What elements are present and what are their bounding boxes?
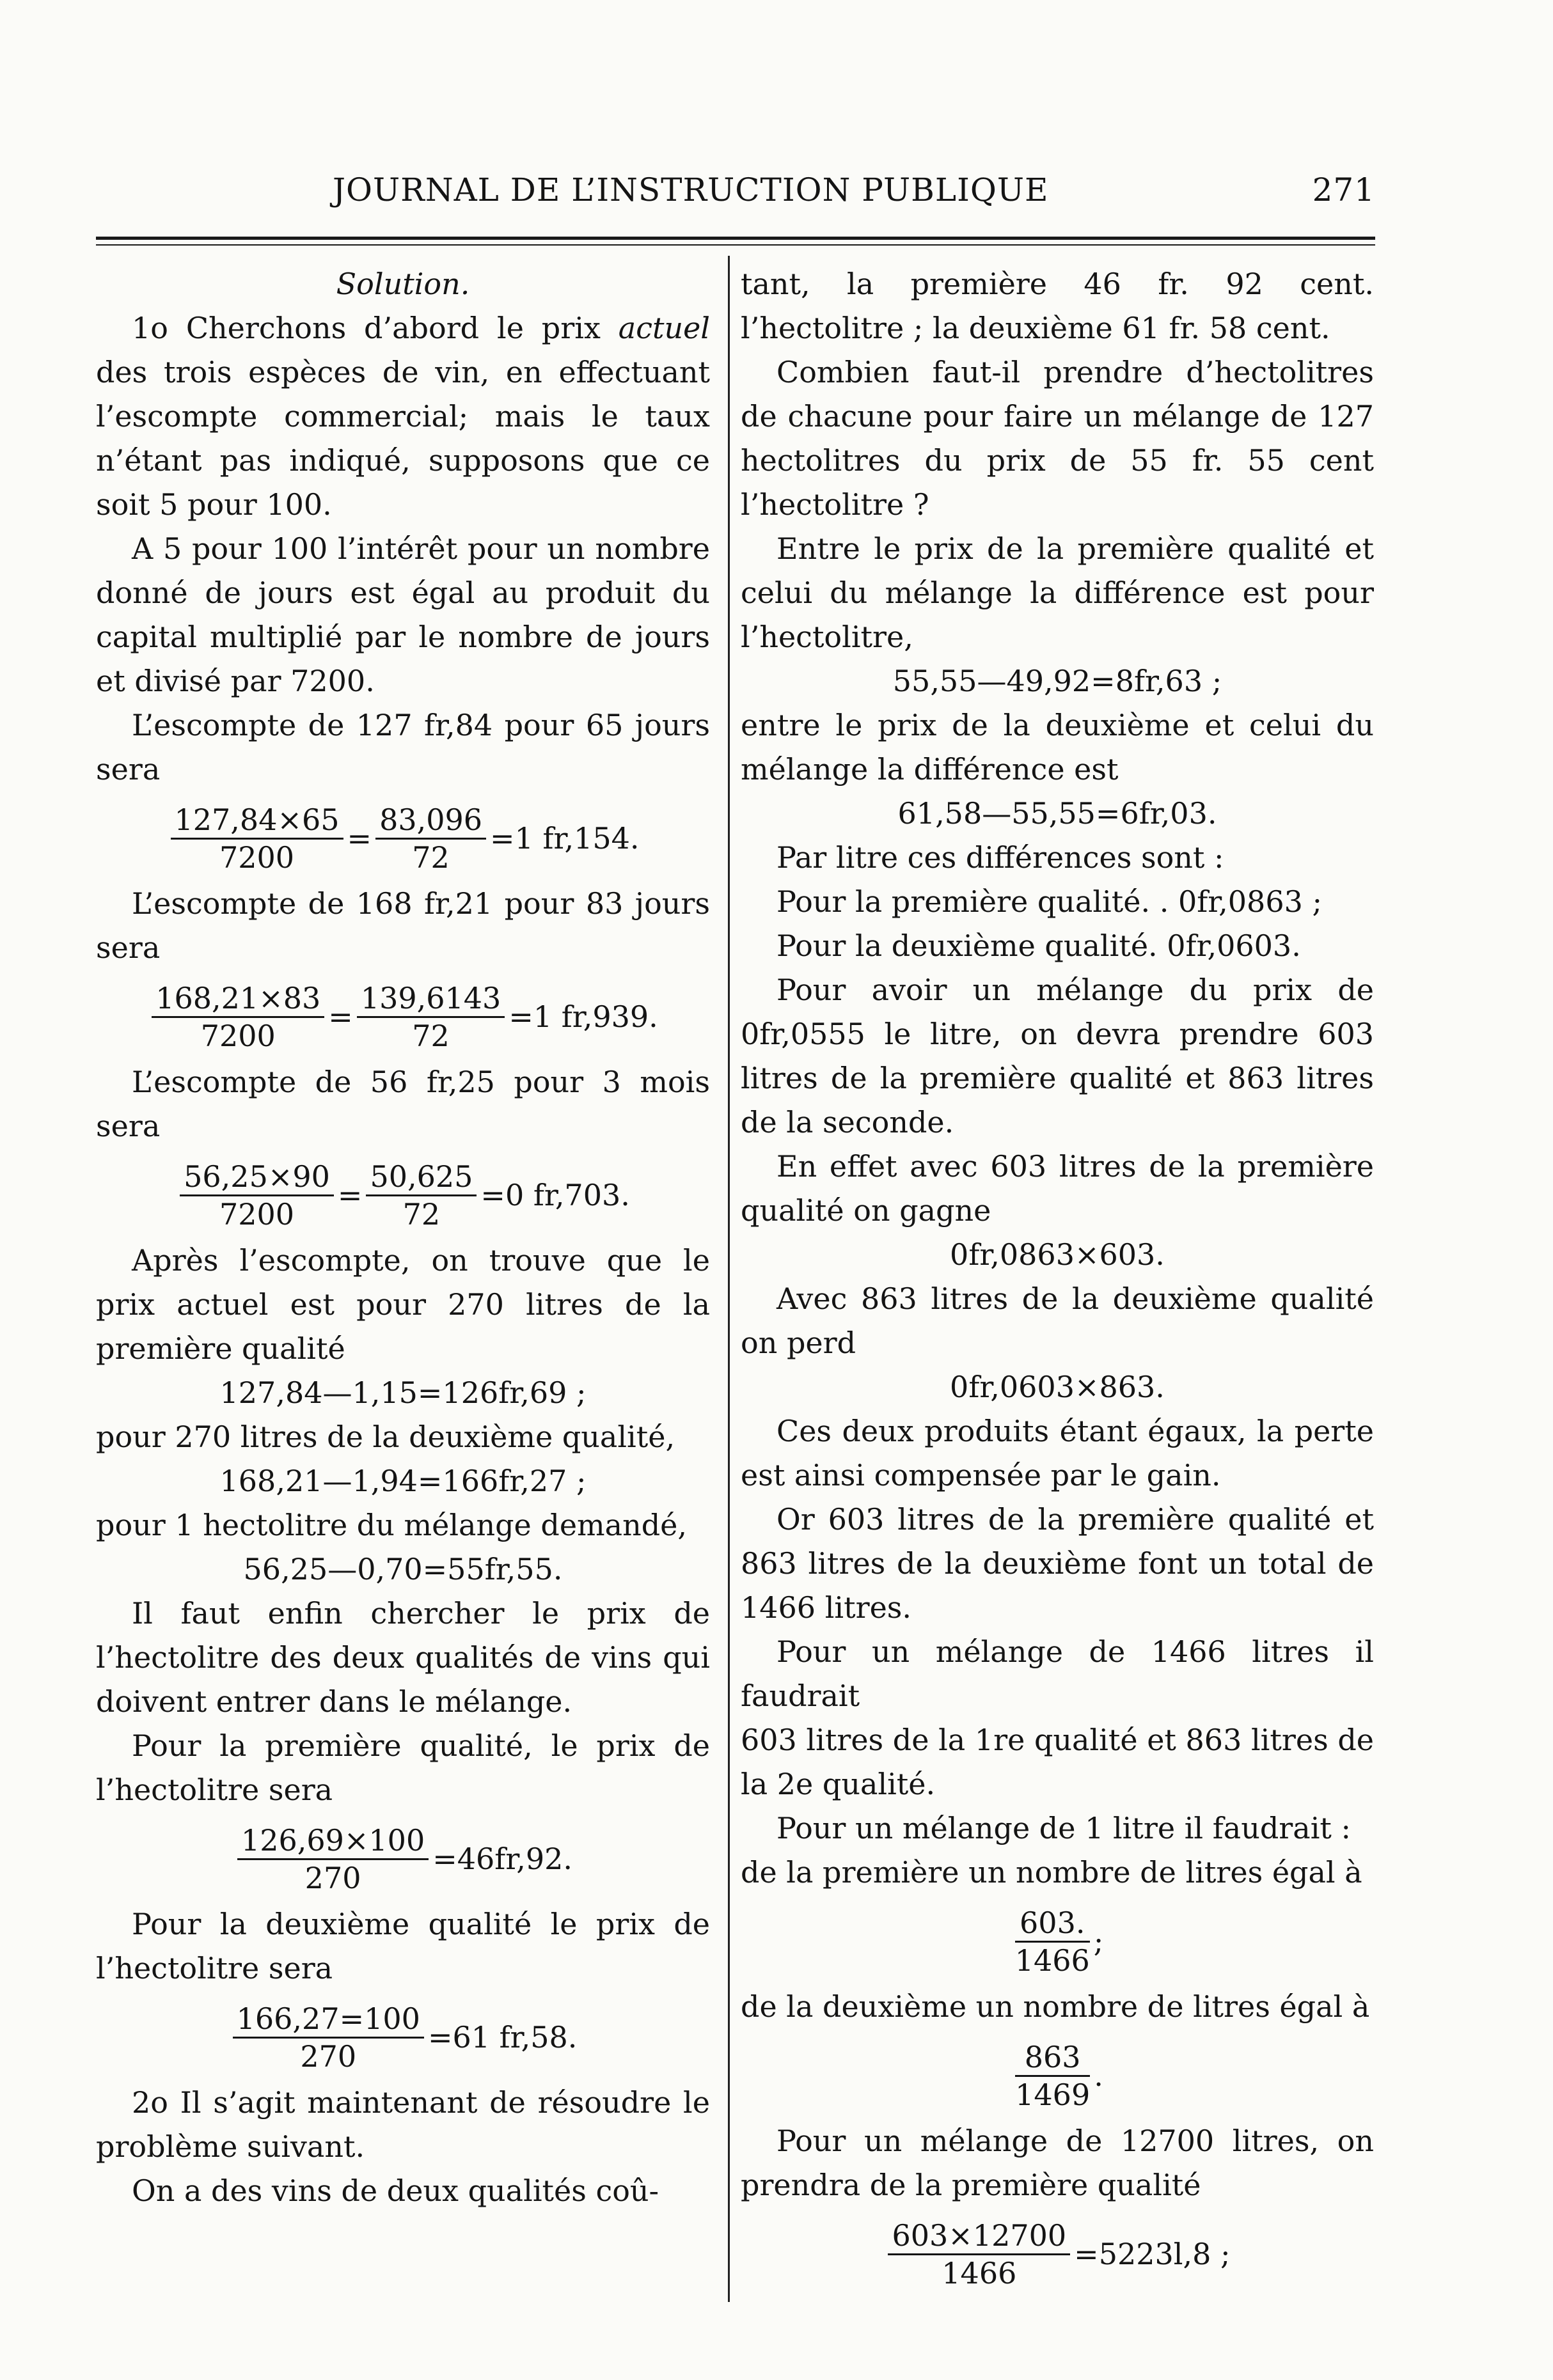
paragraph: L’escompte de 56 fr,25 pour 3 mois sera: [96, 1065, 710, 1143]
paragraph: Avec 863 litres de la deuxième qualité on perd: [741, 1281, 1374, 1360]
fraction-equation: $\frac{863}{1469}$ .: [1015, 2040, 1103, 2112]
paragraph: tant, la première 46 fr. 92 cent. l’hectolitre ; la deuxième 61 fr. 58 cent.: [741, 267, 1374, 345]
header-rule: [96, 237, 1375, 240]
equation: 0fr,0863×603.: [950, 1237, 1165, 1272]
equation: 168,21—1,94=166fr,27 ;: [219, 1464, 587, 1498]
page-number: 271: [1312, 171, 1375, 208]
fraction-equation: $\frac{126,69\times 100}{270}$ =46fr,92.: [96, 1819, 710, 1896]
paragraph: En effet avec 603 litres de la première qualité on gagne: [741, 1149, 1374, 1228]
paragraph: 2o Il s’agit maintenant de résoudre le problème suivant.: [96, 2085, 710, 2164]
paragraph: Pour un mélange de 1 litre il faudrait :: [776, 1811, 1352, 1845]
header-rule-thin: [96, 244, 1375, 246]
paragraph: Il faut enfin chercher le prix de l’hectolitre des deux qualités de vins qui doivent entrer dans le mélange.: [96, 1596, 710, 1719]
paragraph: de la première un nombre de litres égal à: [741, 1855, 1362, 1890]
running-header: [333, 171, 1375, 208]
equation: 55,55—49,92=8fr,63 ;: [892, 664, 1222, 698]
paragraph: Pour la deuxième qualité. 0fr,0603.: [776, 928, 1301, 963]
paragraph: 603 litres de la 1re qualité et 863 litres de la 2e qualité.: [741, 1723, 1374, 1801]
left-column: [96, 262, 710, 2213]
paragraph: Par litre ces différences sont :: [776, 840, 1224, 875]
fraction-equation: $\frac{603.}{1466}$ ;: [1014, 1906, 1104, 1978]
paragraph: Pour avoir un mélange du prix de 0fr,0555 le litre, on devra prendre 603 litres de la première qualité et 863 litres de la seconde.: [741, 973, 1374, 1139]
right-column: [741, 262, 1374, 2298]
paragraph: 1o Cherchons d’abord le prix actuel des trois espèces de vin, en effectuant l’escompte commercial; mais le taux n’étant pas indiqué, supposons que ce soit 5 pour 100.: [96, 311, 710, 522]
paragraph: Or 603 litres de la première qualité et 863 litres de la deuxième font un total de 1466 litres.: [741, 1502, 1374, 1625]
paragraph: A 5 pour 100 l’intérêt pour un nombre donné de jours est égal au produit du capital multiplié par le nombre de jours et divisé par 7200.: [96, 531, 710, 698]
fraction-equation: $\frac{166,27=100}{270}$ =61 fr,58.: [96, 1997, 710, 2074]
paragraph: Pour la deuxième qualité le prix de l’hectolitre sera: [96, 1907, 710, 1985]
journal-title: JOURNAL DE L’INSTRUCTION PUBLIQUE: [333, 171, 1049, 208]
solution-title: Solution.: [336, 267, 470, 301]
paragraph: entre le prix de la deuxième et celui du mélange la différence est: [741, 708, 1374, 787]
paragraph: Pour un mélange de 12700 litres, on prendra de la première qualité: [741, 2124, 1374, 2202]
equation: 61,58—55,55=6fr,03.: [897, 796, 1217, 831]
fraction-equation: $\frac{127,84\times 65}{7200}$ = $\frac{83,096}{72}$ =1 fr,154.: [96, 798, 710, 875]
column-divider: [728, 256, 730, 2302]
paragraph: On a des vins de deux qualités coû-: [132, 2173, 659, 2208]
paragraph: Entre le prix de la première qualité et celui du mélange la différence est pour l’hectolitre,: [741, 531, 1374, 654]
fraction-equation: $\frac{168,21\times 83}{7200}$ = $\frac{139,6143}{72}$ =1 fr,939.: [96, 976, 710, 1054]
equation: 56,25—0,70=55fr,55.: [243, 1552, 563, 1586]
fraction-equation: $\frac{603\times 12700}{1466}$ =5223l,8 ;: [741, 2214, 1374, 2291]
equation: 0fr,0603×863.: [950, 1370, 1165, 1404]
paragraph: Après l’escompte, on trouve que le prix actuel est pour 270 litres de la première qualité: [96, 1243, 710, 1366]
equation: 127,84—1,15=126fr,69 ;: [219, 1375, 587, 1410]
paragraph: pour 270 litres de la deuxième qualité,: [96, 1420, 675, 1454]
paragraph: Pour la première qualité. . 0fr,0863 ;: [776, 884, 1322, 919]
paragraph: de la deuxième un nombre de litres égal à: [741, 1989, 1370, 2024]
paragraph: L’escompte de 127 fr,84 pour 65 jours sera: [96, 708, 710, 787]
paragraph: Pour un mélange de 1466 litres il faudrait: [741, 1634, 1374, 1713]
fraction-equation: $\frac{56,25\times 90}{7200}$ = $\frac{50,625}{72}$ =0 fr,703.: [96, 1155, 710, 1232]
paragraph: pour 1 hectolitre du mélange demandé,: [96, 1508, 688, 1542]
paragraph: Ces deux produits étant égaux, la perte est ainsi compensée par le gain.: [741, 1414, 1374, 1492]
paragraph: Pour la première qualité, le prix de l’hectolitre sera: [96, 1728, 710, 1807]
paragraph: Combien faut-il prendre d’hectolitres de chacune pour faire un mélange de 127 hectolitres du prix de 55 fr. 55 cent l’hectolitre ?: [741, 355, 1374, 522]
paragraph: L’escompte de 168 fr,21 pour 83 jours sera: [96, 886, 710, 965]
